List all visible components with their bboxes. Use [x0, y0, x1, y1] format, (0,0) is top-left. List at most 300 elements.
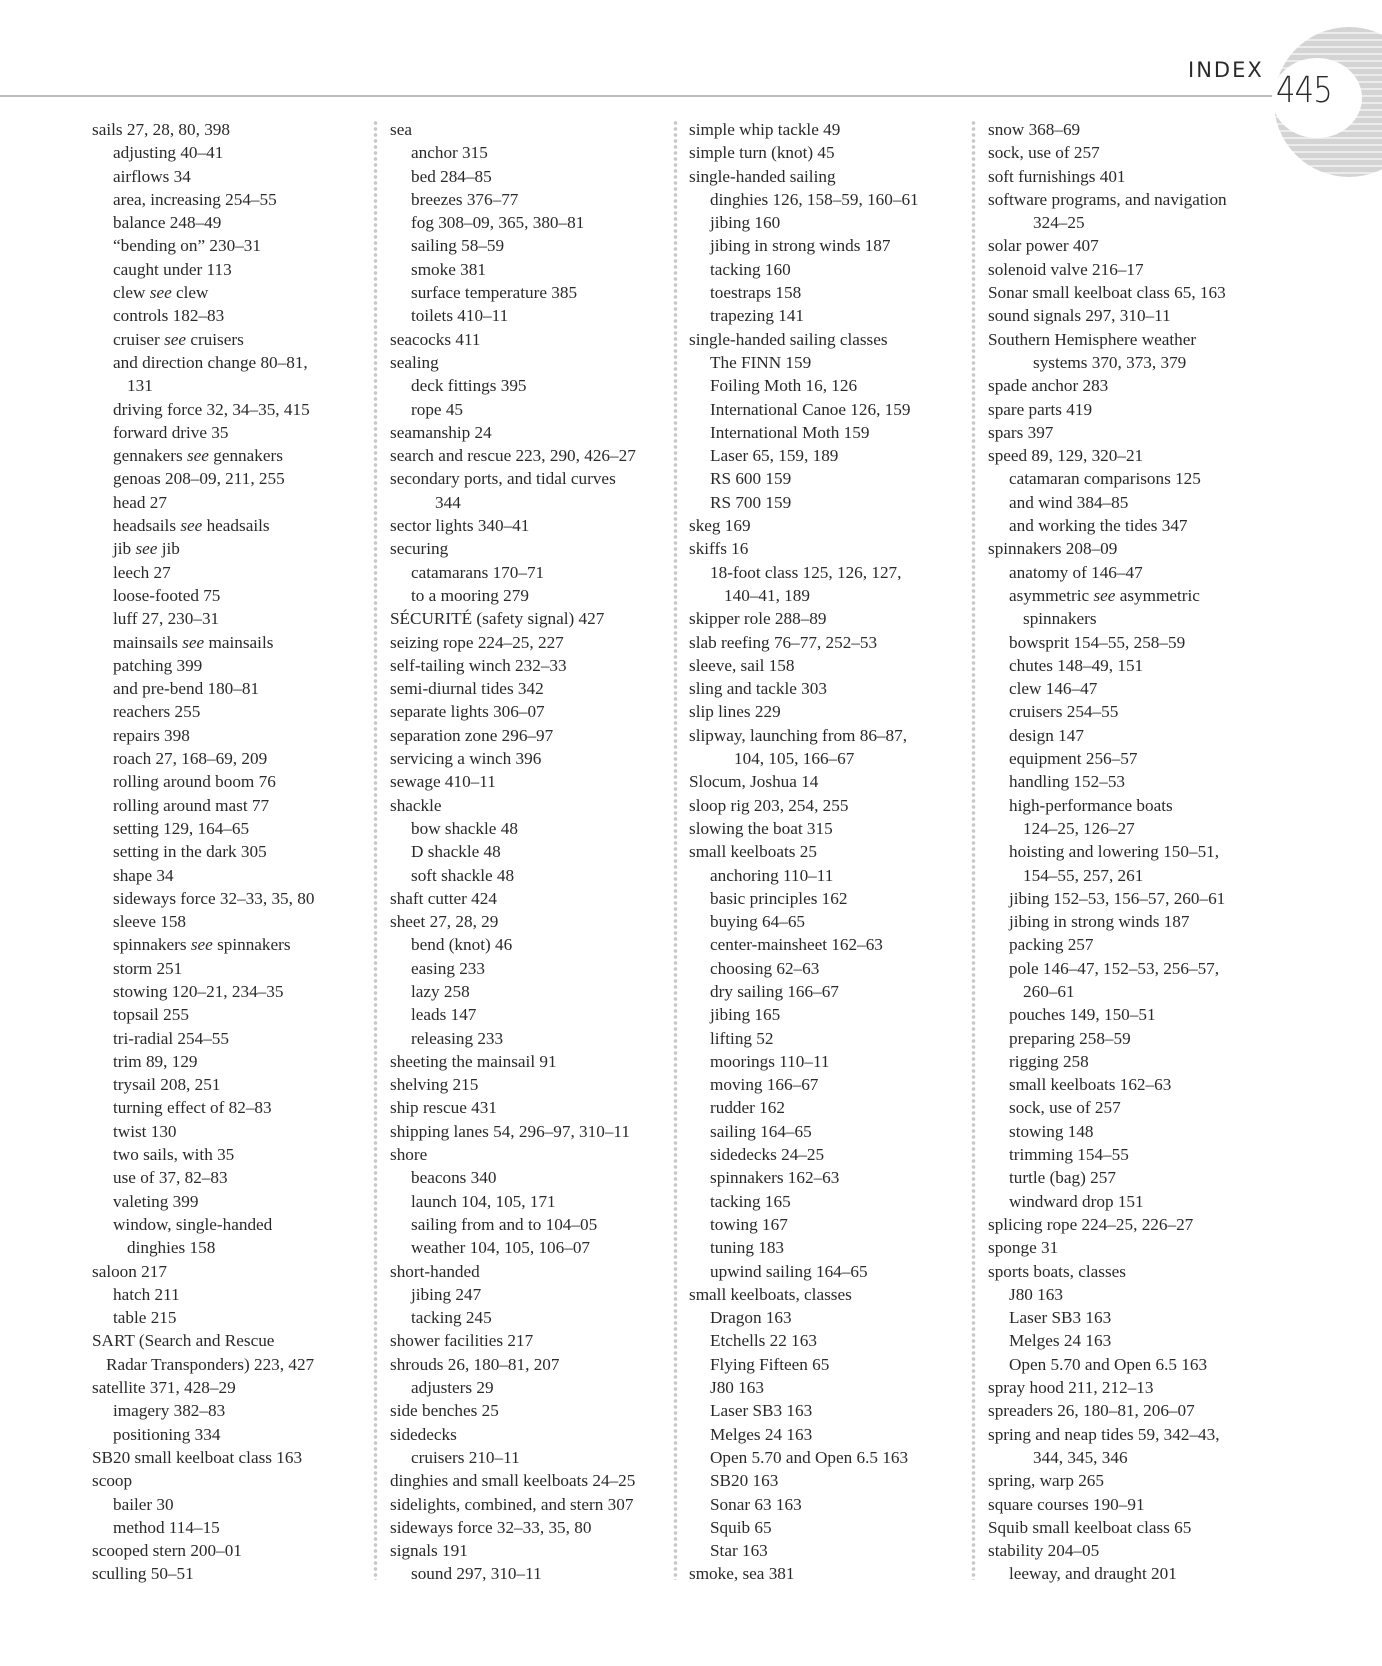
- entry-text: spray hood 211, 212–13: [988, 1378, 1154, 1398]
- index-subentry: [92, 421, 372, 444]
- entry-text: driving force 32, 34–35, 415: [113, 399, 310, 419]
- entry-text: slipway, launching from 86–87,: [689, 725, 907, 745]
- index-heading: [390, 1353, 670, 1376]
- entry-text: adjusting 40–41: [113, 143, 224, 163]
- index-heading: [390, 724, 670, 747]
- index-subentry: [92, 1306, 372, 1329]
- index-subentry: [390, 1306, 670, 1329]
- entry-text: toilets 410–11: [411, 306, 509, 326]
- index-subentry: [689, 1539, 969, 1562]
- index-heading: [390, 654, 670, 677]
- index-subentry: [988, 957, 1268, 980]
- entry-text: tacking 160: [710, 259, 791, 279]
- index-subentry: [689, 910, 969, 933]
- index-heading: [988, 1213, 1268, 1236]
- entry-text: spring and neap tides 59, 342–43,: [988, 1424, 1220, 1444]
- entry-text: soft shackle 48: [411, 865, 515, 885]
- entry-text: releasing 233: [411, 1028, 504, 1048]
- entry-text: dinghies and small keelboats 24–25: [390, 1471, 636, 1491]
- entry-text: loose-footed 75: [113, 585, 221, 605]
- entry-text: dry sailing 166–67: [710, 981, 839, 1001]
- index-subentry: [988, 887, 1268, 910]
- index-subentry: [689, 421, 969, 444]
- entry-text: sleeve 158: [113, 912, 187, 932]
- index-subentry: [988, 910, 1268, 933]
- entry-text: controls 182–83: [113, 306, 225, 326]
- entry-text: Laser SB3 163: [710, 1401, 813, 1421]
- entry-text: Open 5.70 and Open 6.5 163: [1009, 1354, 1208, 1374]
- index-entry-continuation: [92, 1353, 372, 1376]
- entry-text: use of 37, 82–83: [113, 1168, 228, 1188]
- entry-text: windward drop 151: [1009, 1191, 1144, 1211]
- entry-text: separation zone 296–97: [390, 725, 554, 745]
- index-subentry: [689, 561, 969, 584]
- index-subentry: [390, 1283, 670, 1306]
- entry-text: sealing: [390, 352, 439, 372]
- index-subentry: [689, 864, 969, 887]
- entry-text: bailer 30: [113, 1494, 174, 1514]
- entry-text: Dragon 163: [710, 1308, 792, 1328]
- entry-text: spring, warp 265: [988, 1471, 1104, 1491]
- entry-text: sloop rig 203, 254, 255: [689, 795, 849, 815]
- entry-text: leads 147: [411, 1005, 477, 1025]
- entry-text: ship rescue 431: [390, 1098, 497, 1118]
- entry-text: spars 397: [988, 422, 1054, 442]
- entry-text: cruisers 254–55: [1009, 702, 1119, 722]
- index-subentry: [689, 1190, 969, 1213]
- entry-text: and wind 384–85: [1009, 492, 1129, 512]
- entry-text: sewage 410–11: [390, 772, 496, 792]
- index-heading: [689, 794, 969, 817]
- entry-text: Sonar small keelboat class 65, 163: [988, 283, 1226, 303]
- entry-text: Sonar 63 163: [710, 1494, 802, 1514]
- index-subentry: [689, 1329, 969, 1352]
- index-entry-continuation: [689, 584, 969, 607]
- index-heading: [390, 1469, 670, 1492]
- entry-text: RS 600 159: [710, 469, 792, 489]
- entry-text: Open 5.70 and Open 6.5 163: [710, 1447, 909, 1467]
- index-heading: [390, 700, 670, 723]
- entry-text: center-mainsheet 162–63: [710, 935, 883, 955]
- index-subentry: [92, 980, 372, 1003]
- index-subentry: [689, 1027, 969, 1050]
- index-heading: [689, 1283, 969, 1306]
- entry-text: separate lights 306–07: [390, 702, 545, 722]
- index-subentry: [689, 887, 969, 910]
- entry-text: RS 700 159: [710, 492, 792, 512]
- index-heading: [390, 118, 670, 141]
- index-subentry: [92, 491, 372, 514]
- entry-text: 154–55, 257, 261: [1023, 865, 1144, 885]
- entry-text: bowsprit 154–55, 258–59: [1009, 632, 1186, 652]
- index-subentry: [92, 770, 372, 793]
- entry-text: dinghies 126, 158–59, 160–61: [710, 189, 919, 209]
- entry-text: setting 129, 164–65: [113, 818, 250, 838]
- index-subentry: [689, 1166, 969, 1189]
- index-subentry: [689, 1213, 969, 1236]
- index-subentry: [390, 933, 670, 956]
- entry-text: caught under 113: [113, 259, 232, 279]
- index-subentry: [988, 514, 1268, 537]
- index-heading: [390, 1073, 670, 1096]
- entry-text: lazy 258: [411, 981, 470, 1001]
- entry-text: catamarans 170–71: [411, 562, 545, 582]
- index-subentry: [390, 957, 670, 980]
- entry-text: lifting 52: [710, 1028, 774, 1048]
- entry-text: The FINN 159: [710, 352, 812, 372]
- index-heading: [988, 118, 1268, 141]
- index-subentry: [390, 398, 670, 421]
- index-subentry: [689, 1376, 969, 1399]
- see-reference: see: [180, 516, 203, 536]
- index-subentry: [988, 1143, 1268, 1166]
- entry-text: handling 152–53: [1009, 772, 1126, 792]
- index-heading: [92, 1329, 372, 1352]
- index-subentry: [988, 770, 1268, 793]
- entry-text: anchoring 110–11: [710, 865, 834, 885]
- index-subentry: [92, 840, 372, 863]
- entry-text: simple whip tackle 49: [689, 120, 841, 139]
- entry-text: Star 163: [710, 1541, 768, 1561]
- entry-text: asymmetric: [1009, 585, 1094, 605]
- entry-text: trysail 208, 251: [113, 1075, 221, 1095]
- entry-text: spinnakers: [113, 935, 191, 955]
- header-rule: [0, 95, 1290, 97]
- index-subentry: [92, 1050, 372, 1073]
- entry-text: to a mooring 279: [411, 585, 529, 605]
- index-subentry: [988, 1562, 1268, 1585]
- index-subentry: [92, 654, 372, 677]
- index-subentry: [92, 1120, 372, 1143]
- entry-text: square courses 190–91: [988, 1494, 1145, 1514]
- index-subentry: [689, 444, 969, 467]
- entry-text: towing 167: [710, 1214, 788, 1234]
- entry-text: splicing rope 224–25, 226–27: [988, 1214, 1194, 1234]
- index-heading: [390, 467, 670, 490]
- index-heading: [689, 607, 969, 630]
- index-subentry: [689, 491, 969, 514]
- entry-text: shrouds 26, 180–81, 207: [390, 1354, 560, 1374]
- index-subentry: [390, 1376, 670, 1399]
- index-heading: [988, 421, 1268, 444]
- index-heading: [390, 677, 670, 700]
- index-subentry: [390, 258, 670, 281]
- index-heading: [390, 444, 670, 467]
- index-subentry: [988, 631, 1268, 654]
- see-target: cruisers: [186, 329, 244, 349]
- entry-text: shape 34: [113, 865, 174, 885]
- index-subentry: [92, 141, 372, 164]
- index-heading: [988, 328, 1268, 351]
- index-entry-continuation: [988, 607, 1268, 630]
- see-target: headsails: [202, 516, 270, 536]
- entry-text: “bending on” 230–31: [113, 236, 261, 256]
- entry-text: fog 308–09, 365, 380–81: [411, 213, 585, 233]
- index-subentry: [390, 211, 670, 234]
- index-subentry: [92, 281, 372, 304]
- entry-text: valeting 399: [113, 1191, 199, 1211]
- see-target: mainsails: [204, 632, 274, 652]
- index-subentry: [988, 1329, 1268, 1352]
- entry-text: positioning 334: [113, 1424, 221, 1444]
- entry-text: table 215: [113, 1308, 177, 1328]
- entry-text: stowing 120–21, 234–35: [113, 981, 284, 1001]
- index-heading: [92, 118, 372, 141]
- entry-text: preparing 258–59: [1009, 1028, 1131, 1048]
- index-entry-continuation: [988, 351, 1268, 374]
- index-subentry: [988, 1073, 1268, 1096]
- entry-text: systems 370, 373, 379: [1033, 352, 1187, 372]
- index-entry-continuation: [92, 374, 372, 397]
- index-subentry: [92, 1073, 372, 1096]
- index-heading: [988, 1469, 1268, 1492]
- index-subentry: [988, 1096, 1268, 1119]
- index-subentry: [988, 1050, 1268, 1073]
- entry-text: Southern Hemisphere weather: [988, 329, 1197, 349]
- index-subentry: [92, 165, 372, 188]
- entry-text: Slocum, Joshua 14: [689, 772, 819, 792]
- index-subentry: [689, 1306, 969, 1329]
- index-subentry: [92, 1493, 372, 1516]
- index-subentry: [689, 1236, 969, 1259]
- entry-text: 260–61: [1023, 981, 1075, 1001]
- index-heading: [390, 1260, 670, 1283]
- index-subentry: [689, 1096, 969, 1119]
- entry-text: simple turn (knot) 45: [689, 143, 835, 163]
- index-heading: [390, 421, 670, 444]
- entry-text: and direction change 80–81,: [113, 352, 308, 372]
- entry-text: spare parts 419: [988, 399, 1093, 419]
- see-target: jib: [157, 539, 180, 559]
- index-subentry: [92, 514, 372, 537]
- entry-text: two sails, with 35: [113, 1145, 235, 1165]
- index-subentry: [92, 1166, 372, 1189]
- entry-text: sailing from and to 104–05: [411, 1214, 598, 1234]
- entry-text: sheet 27, 28, 29: [390, 912, 499, 932]
- index-subentry: [92, 677, 372, 700]
- entry-text: leech 27: [113, 562, 171, 582]
- index-subentry: [988, 1283, 1268, 1306]
- entry-text: cruisers 210–11: [411, 1447, 520, 1467]
- index-subentry: [689, 304, 969, 327]
- entry-text: skiffs 16: [689, 539, 749, 559]
- entry-text: head 27: [113, 492, 167, 512]
- entry-text: jibing 152–53, 156–57, 260–61: [1009, 888, 1226, 908]
- entry-text: roach 27, 168–69, 209: [113, 749, 268, 769]
- entry-text: stability 204–05: [988, 1541, 1100, 1561]
- index-subentry: [689, 467, 969, 490]
- index-subentry: [390, 141, 670, 164]
- entry-text: Laser 65, 159, 189: [710, 446, 839, 466]
- index-heading: [390, 328, 670, 351]
- see-reference: see: [164, 329, 187, 349]
- entry-text: sound 297, 310–11: [411, 1564, 542, 1584]
- entry-text: 344, 345, 346: [1033, 1447, 1128, 1467]
- index-subentry: [390, 1003, 670, 1026]
- entry-text: Etchells 22 163: [710, 1331, 817, 1351]
- index-subentry: [689, 351, 969, 374]
- index-entry-continuation: [689, 747, 969, 770]
- index-subentry: [988, 654, 1268, 677]
- index-subentry: [92, 351, 372, 374]
- index-subentry: [92, 561, 372, 584]
- entry-text: design 147: [1009, 725, 1084, 745]
- index-subentry: [92, 1423, 372, 1446]
- entry-text: shelving 215: [390, 1075, 479, 1095]
- entry-text: International Canoe 126, 159: [710, 399, 911, 419]
- index-heading: [988, 398, 1268, 421]
- entry-text: bow shackle 48: [411, 818, 518, 838]
- entry-text: spinnakers 162–63: [710, 1168, 840, 1188]
- index-subentry: [988, 584, 1268, 607]
- index-heading: [92, 1376, 372, 1399]
- index-subentry: [689, 188, 969, 211]
- index-subentry: [92, 537, 372, 560]
- entry-text: sleeve, sail 158: [689, 655, 795, 675]
- index-subentry: [92, 444, 372, 467]
- index-subentry: [92, 957, 372, 980]
- entry-text: upwind sailing 164–65: [710, 1261, 868, 1281]
- index-subentry: [92, 864, 372, 887]
- index-subentry: [689, 1260, 969, 1283]
- entry-text: Flying Fifteen 65: [710, 1354, 830, 1374]
- entry-text: packing 257: [1009, 935, 1094, 955]
- entry-text: solenoid valve 216–17: [988, 259, 1144, 279]
- index-subentry: [92, 1283, 372, 1306]
- entry-text: servicing a winch 396: [390, 749, 542, 769]
- index-heading: [988, 444, 1268, 467]
- index-heading: [988, 1236, 1268, 1259]
- entry-text: Squib small keelboat class 65: [988, 1517, 1192, 1537]
- index-subentry: [689, 1423, 969, 1446]
- index-heading: [390, 1399, 670, 1422]
- entry-text: scooped stern 200–01: [92, 1541, 242, 1561]
- entry-text: seamanship 24: [390, 422, 492, 442]
- index-subentry: [390, 1027, 670, 1050]
- entry-text: 18-foot class 125, 126, 127,: [710, 562, 902, 582]
- entry-text: airflows 34: [113, 166, 191, 186]
- entry-text: sidedecks 24–25: [710, 1145, 825, 1165]
- column-divider-dotted: [673, 120, 678, 1580]
- index-heading: [988, 234, 1268, 257]
- entry-text: slab reefing 76–77, 252–53: [689, 632, 878, 652]
- entry-text: hoisting and lowering 150–51,: [1009, 842, 1220, 862]
- index-heading: [689, 514, 969, 537]
- index-heading: [988, 1539, 1268, 1562]
- entry-text: forward drive 35: [113, 422, 229, 442]
- index-column-3: [689, 118, 969, 1586]
- index-subentry: [390, 1562, 670, 1585]
- index-subentry: [92, 700, 372, 723]
- entry-text: deck fittings 395: [411, 376, 527, 396]
- entry-text: sock, use of 257: [1009, 1098, 1121, 1118]
- entry-text: shore: [390, 1145, 428, 1165]
- see-reference: see: [149, 283, 172, 303]
- entry-text: sculling 50–51: [92, 1564, 194, 1584]
- index-heading: [689, 631, 969, 654]
- entry-text: Foiling Moth 16, 126: [710, 376, 858, 396]
- entry-text: clew: [113, 283, 150, 303]
- index-heading: [390, 1423, 670, 1446]
- see-target: clew: [171, 283, 209, 303]
- index-subentry: [689, 1446, 969, 1469]
- index-subentry: [92, 607, 372, 630]
- index-subentry: [689, 1469, 969, 1492]
- index-subentry: [988, 1166, 1268, 1189]
- entry-text: surface temperature 385: [411, 283, 578, 303]
- index-subentry: [92, 1027, 372, 1050]
- entry-text: tacking 165: [710, 1191, 791, 1211]
- entry-text: sock, use of 257: [988, 143, 1100, 163]
- entry-text: turtle (bag) 257: [1009, 1168, 1116, 1188]
- entry-text: method 114–15: [113, 1517, 220, 1537]
- index-subentry: [390, 1446, 670, 1469]
- index-subentry: [390, 1190, 670, 1213]
- index-subentry: [689, 1050, 969, 1073]
- entry-text: J80 163: [1009, 1284, 1063, 1304]
- entry-text: rolling around mast 77: [113, 795, 270, 815]
- index-entry-continuation: [988, 817, 1268, 840]
- entry-text: sound signals 297, 310–11: [988, 306, 1171, 326]
- entry-text: semi-diurnal tides 342: [390, 679, 544, 699]
- index-subentry: [689, 980, 969, 1003]
- entry-text: sailing 58–59: [411, 236, 505, 256]
- entry-text: cruiser: [113, 329, 165, 349]
- entry-text: patching 399: [113, 655, 203, 675]
- entry-text: securing: [390, 539, 449, 559]
- entry-text: skeg 169: [689, 516, 751, 536]
- index-heading: [988, 304, 1268, 327]
- index-subentry: [92, 1143, 372, 1166]
- entry-text: 124–25, 126–27: [1023, 818, 1135, 838]
- entry-text: J80 163: [710, 1378, 764, 1398]
- index-heading: [390, 607, 670, 630]
- entry-text: Laser SB3 163: [1009, 1308, 1112, 1328]
- index-subentry: [390, 234, 670, 257]
- index-heading: [390, 794, 670, 817]
- entry-text: setting in the dark 305: [113, 842, 267, 862]
- entry-text: sailing 164–65: [710, 1121, 812, 1141]
- entry-text: jib: [113, 539, 136, 559]
- index-heading: [689, 1562, 969, 1585]
- entry-text: window, single-handed: [113, 1214, 273, 1234]
- index-subentry: [689, 957, 969, 980]
- index-subentry: [390, 817, 670, 840]
- index-heading: [390, 887, 670, 910]
- index-subentry: [390, 165, 670, 188]
- entry-text: tuning 183: [710, 1238, 785, 1258]
- index-heading: [390, 1539, 670, 1562]
- index-subentry: [988, 933, 1268, 956]
- entry-text: storm 251: [113, 958, 183, 978]
- index-subentry: [92, 1096, 372, 1119]
- see-reference: see: [190, 935, 213, 955]
- index-heading: [988, 1376, 1268, 1399]
- index-subentry: [689, 281, 969, 304]
- entry-text: choosing 62–63: [710, 958, 820, 978]
- entry-text: sheeting the mainsail 91: [390, 1051, 557, 1071]
- entry-text: shaft cutter 424: [390, 888, 497, 908]
- index-heading: [92, 1446, 372, 1469]
- entry-text: sports boats, classes: [988, 1261, 1126, 1281]
- entry-text: basic principles 162: [710, 888, 848, 908]
- entry-text: SART (Search and Rescue: [92, 1331, 275, 1351]
- index-subentry: [689, 1143, 969, 1166]
- entry-text: 104, 105, 166–67: [734, 749, 855, 769]
- index-subentry: [92, 817, 372, 840]
- entry-text: high-performance boats: [1009, 795, 1173, 815]
- index-subentry: [92, 887, 372, 910]
